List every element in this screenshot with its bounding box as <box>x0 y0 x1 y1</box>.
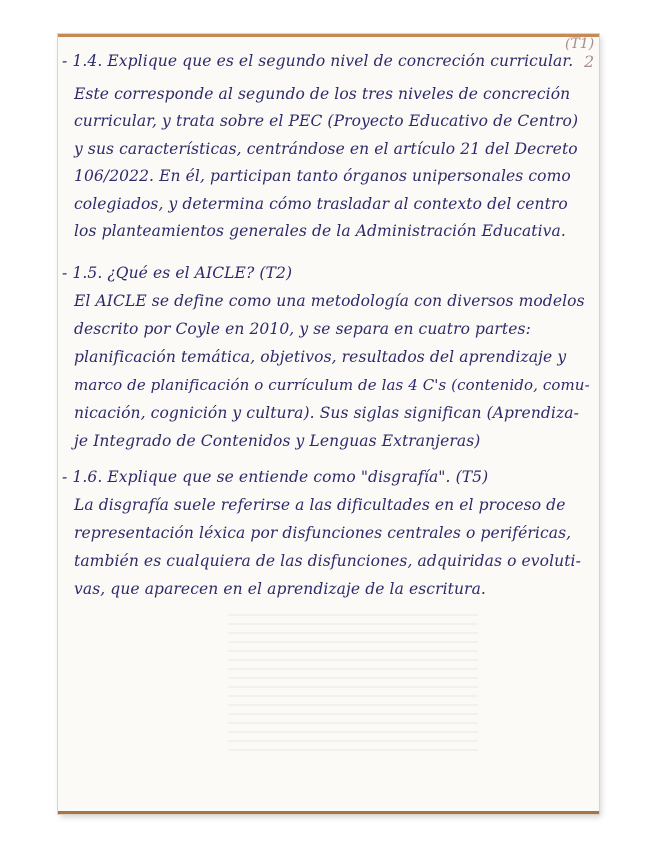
reverse-side-bleed-through <box>228 614 478 754</box>
section-1-4-line: y sus características, centrándose en el artículo 21 del Decreto <box>74 140 578 158</box>
section-1-6-line: también es cualquiera de las disfunciones, adquiridas o evoluti- <box>74 552 581 570</box>
section-1-5-line: El AICLE se define como una metodología con diversos modelos <box>74 292 585 310</box>
sheet-top-edge <box>58 34 599 37</box>
section-1-5-line: nicación, cognición y cultura). Sus siglas significan (Aprendiza- <box>74 404 579 422</box>
section-1-5-line: je Integrado de Contenidos y Lenguas Extranjeras) <box>74 432 481 450</box>
section-1-4-line: 106/2022. En él, participan tanto órganos unipersonales como <box>74 167 571 185</box>
section-1-5-heading: - 1.5. ¿Qué es el AICLE? (T2) <box>62 264 293 282</box>
section-1-6-line: representación léxica por disfunciones centrales o periféricas, <box>74 524 572 542</box>
section-1-4-line: los planteamientos generales de la Administración Educativa. <box>74 222 566 240</box>
section-1-4-tag: (T1) <box>565 36 595 52</box>
handwritten-sheet <box>58 34 599 814</box>
section-1-4-heading: - 1.4. Explique que es el segundo nivel de concreción curricular. <box>62 52 574 70</box>
section-1-4-line: Este corresponde al segundo de los tres niveles de concreción <box>74 85 571 103</box>
section-1-6-line: La disgrafía suele referirse a las dificultades en el proceso de <box>74 496 566 514</box>
section-1-4-score: 2 <box>584 52 595 71</box>
section-1-6-line: vas, que aparecen en el aprendizaje de la escritura. <box>74 580 486 598</box>
section-1-5-line: planificación temática, objetivos, resultados del aprendizaje y <box>74 348 567 366</box>
section-1-5-line: descrito por Coyle en 2010, y se separa en cuatro partes: <box>74 320 531 338</box>
section-1-5-line: marco de planificación o currículum de las 4 C's (contenido, comu- <box>74 376 590 394</box>
section-1-4-line: curricular, y trata sobre el PEC (Proyecto Educativo de Centro) <box>74 112 579 130</box>
section-1-6-heading: - 1.6. Explique que se entiende como "disgrafía". (T5) <box>62 468 489 486</box>
section-1-4-line: colegiados, y determina cómo trasladar al contexto del centro <box>74 195 568 213</box>
sheet-bottom-edge <box>58 811 599 814</box>
